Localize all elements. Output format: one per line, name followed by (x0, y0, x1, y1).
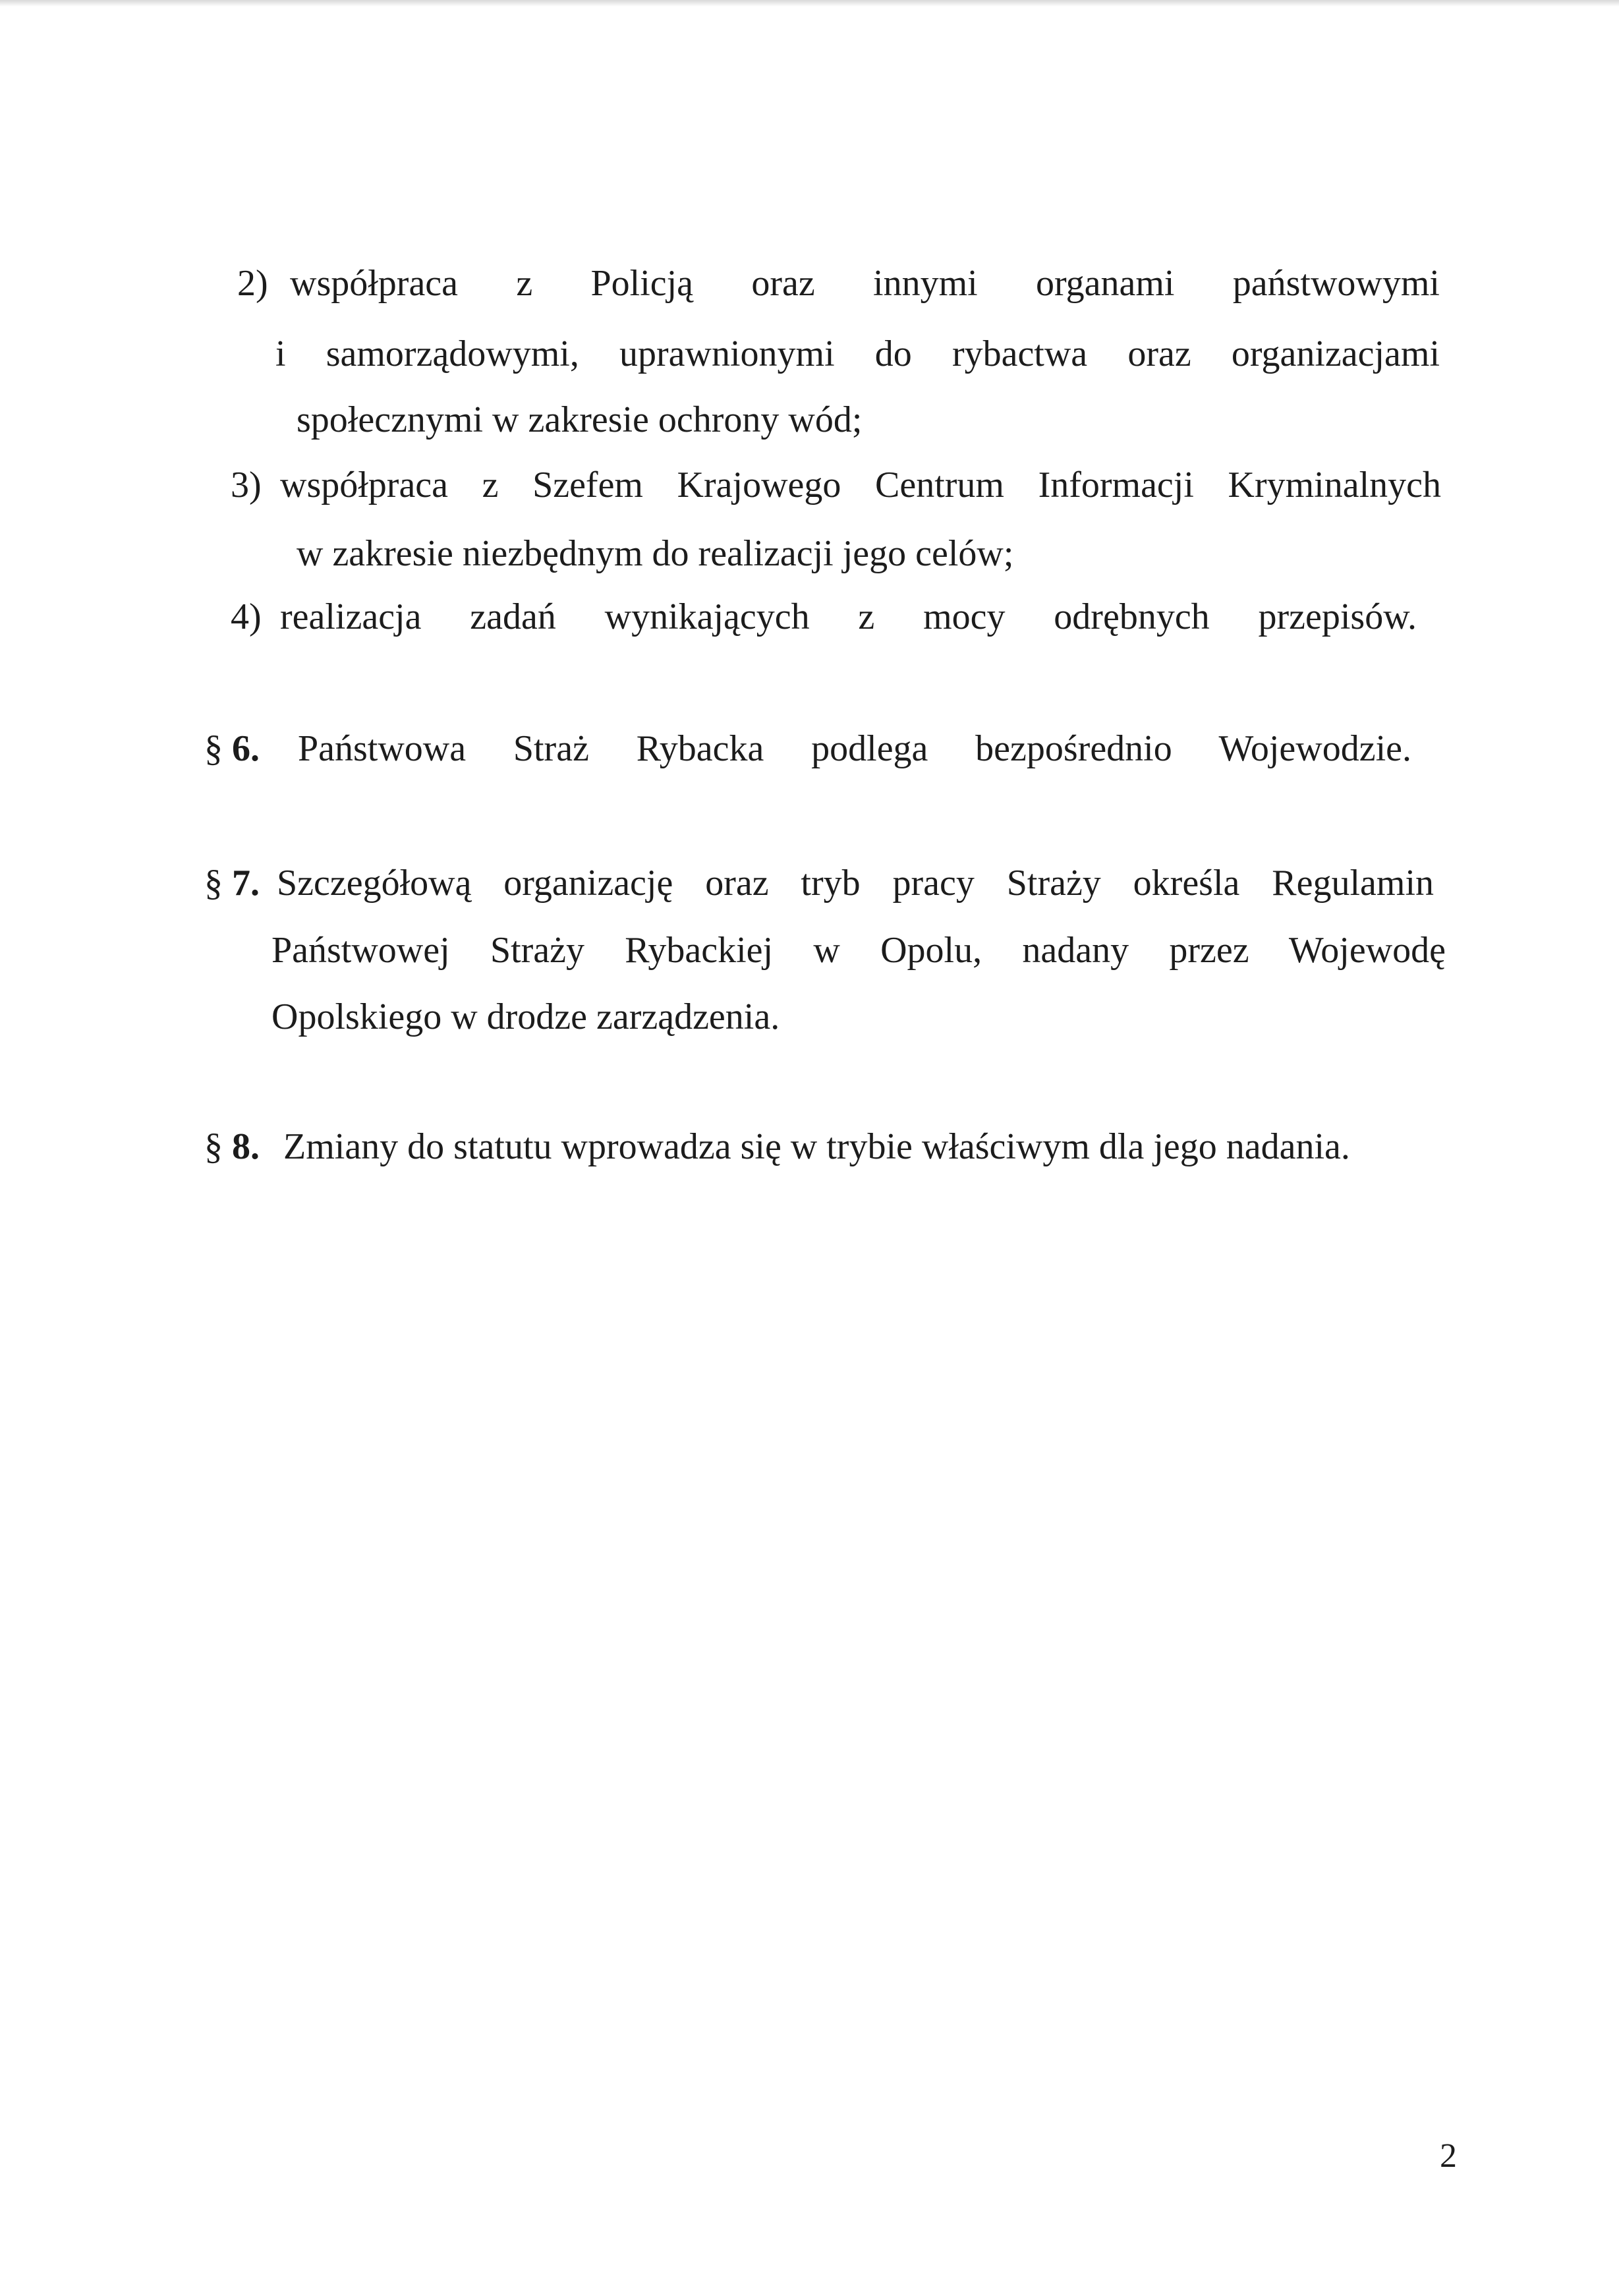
paragraph-line: Opolskiego w drodze zarządzenia. (271, 996, 780, 1037)
paragraph-number: 7. (232, 863, 260, 904)
paragraph-line: Państwowej Straży Rybackiej w Opolu, nadany przez Wojewodę (271, 930, 1446, 971)
paragraph-line: Szczegółową organizację oraz tryb pracy Straży określa Regulamin (277, 863, 1434, 904)
page-number: 2 (1440, 2137, 1457, 2175)
list-item-line: i samorządowymi, uprawnionymi do rybactwa oraz organizacjami (275, 333, 1440, 374)
paragraph-line: Zmiany do statutu wprowadza się w trybie właściwym dla jego nadania. (283, 1126, 1350, 1167)
scan-edge (0, 0, 1619, 7)
list-item-line: realizacja zadań wynikających z mocy odrębnych przepisów. (280, 596, 1417, 637)
list-item-line: społecznymi w zakresie ochrony wód; (297, 399, 863, 440)
section-sign: § (204, 1126, 223, 1167)
list-item-line: współpraca z Policją oraz innymi organami państwowymi (290, 263, 1440, 304)
list-item-line: w zakresie niezbędnym do realizacji jego celów; (297, 533, 1014, 574)
paragraph-number: 6. (232, 728, 260, 769)
list-item-number: 4) (231, 596, 262, 637)
list-item-number: 2) (237, 263, 268, 304)
list-item-number: 3) (231, 465, 262, 505)
section-sign: § (204, 728, 223, 769)
list-item-line: współpraca z Szefem Krajowego Centrum Informacji Kryminalnych (280, 465, 1441, 505)
paragraph-number: 8. (232, 1126, 260, 1167)
section-sign: § (204, 863, 223, 904)
paragraph-line: Państwowa Straż Rybacka podlega bezpośrednio Wojewodzie. (298, 728, 1411, 769)
